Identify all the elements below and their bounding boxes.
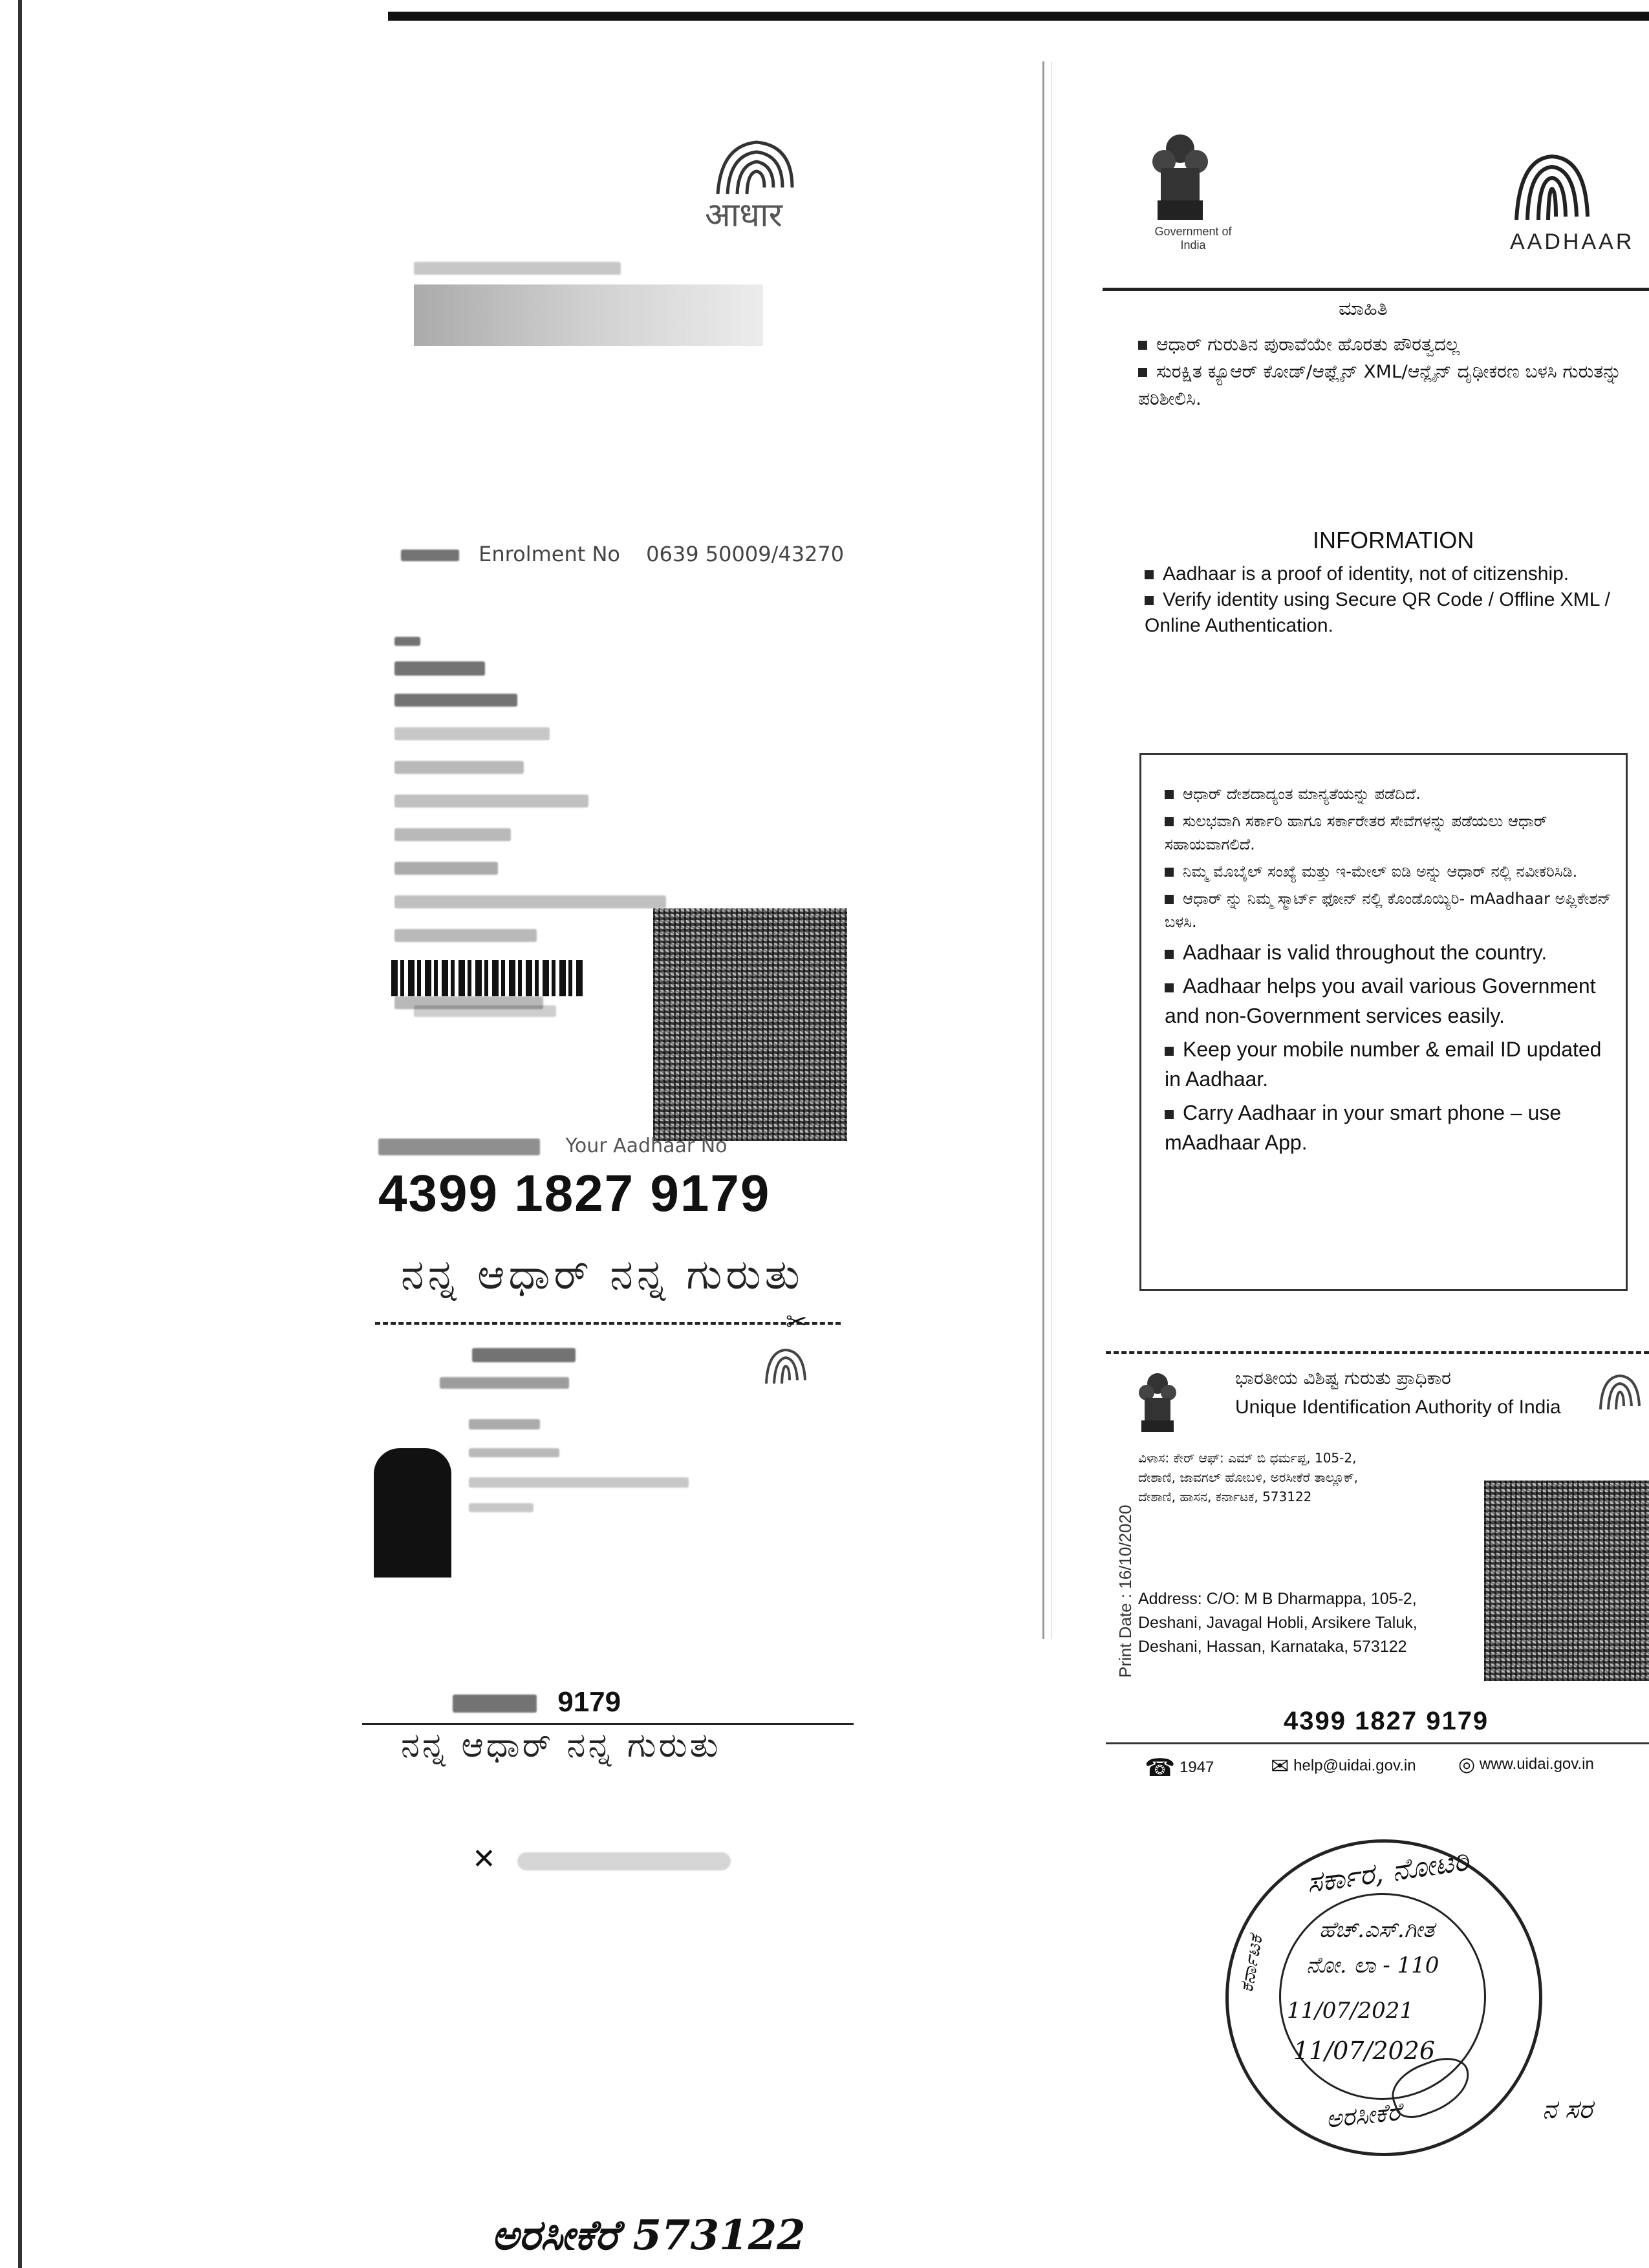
- info-list: [1145, 561, 1623, 639]
- signature-scribble: [517, 1852, 731, 1870]
- fingerprint-icon: [760, 1345, 812, 1390]
- card-aadhaar-logo: [760, 1345, 812, 1390]
- card-divider: [362, 1723, 854, 1725]
- blurred-header-line: [414, 262, 621, 275]
- front-kannada-tagline: ನನ್ನ ಆಧಾರ್ ನನ್ನ ಗುರುತು: [401, 1251, 804, 1299]
- back-cut-line: [1106, 1351, 1649, 1354]
- second-stamp-fragment: ನ ಸರ: [1542, 2095, 1593, 2124]
- kannada-info-list: [1138, 331, 1630, 412]
- fold-line: [1042, 61, 1044, 1639]
- your-aadhaar-row: [378, 1135, 727, 1157]
- card-kannada-tagline: ನನ್ನ ಆಧಾರ್ ನನ್ನ ಗುರುತು: [401, 1726, 721, 1765]
- globe-icon: ◎: [1458, 1754, 1476, 1775]
- enrolment-kannada-label: [401, 550, 459, 561]
- phone-icon: ☎: [1145, 1755, 1176, 1782]
- stamp-name: ಹೆಚ್.ಎಸ್.ಗೀತ: [1319, 1917, 1435, 1943]
- top-border-rule: [388, 12, 1649, 21]
- benefit-item-en: Keep your mobile number & email ID updated in Aadhaar.: [1165, 1038, 1602, 1091]
- signature-mark-icon: ✕: [472, 1843, 496, 1876]
- email: help@uidai.gov.in: [1293, 1757, 1416, 1775]
- enrolment-label: Enrolment No: [479, 542, 620, 566]
- govt-emblem-block: [1145, 123, 1242, 252]
- card-photo: [374, 1448, 451, 1578]
- benefit-item-kn: ಆಧಾರ್ ನ್ನು ನಿಮ್ಮ ಸ್ಮಾರ್ಟ್ ಫೋನ್ ನಲ್ಲಿ ಕೊಂಡೊಯ್ಯಿರಿ- mAadhaar ಅಪ್ಲಿಕೇಶನ್ ಬಳಸಿ.: [1165, 890, 1611, 931]
- stamp-reg: ನೋ. ಲಾ - 110: [1306, 1952, 1439, 1978]
- stamp-bottom-arc: ಅರಸೀಕೆರೆ: [1324, 2097, 1403, 2134]
- front-aadhaar-logo: [705, 133, 802, 237]
- benefit-item-kn: ನಿಮ್ಮ ಮೊಬೈಲ್ ಸಂಖ್ಯೆ ಮತ್ತು ಇ-ಮೇಲ್ ಐಡಿ ಅನ್ನು ಆಧಾರ್ ನಲ್ಲಿ ನವೀಕರಿಸಿಡಿ.: [1165, 860, 1613, 883]
- card-aadhaar-number-partial: 9179: [557, 1686, 621, 1718]
- phone-row: [1145, 1753, 1214, 1782]
- back-aadhaar-number: 4399 1827 9179: [1284, 1707, 1489, 1735]
- phone-number: 1947: [1180, 1758, 1214, 1776]
- email-row: [1271, 1753, 1416, 1779]
- front-aadhaar-number: 4399 1827 9179: [378, 1164, 771, 1222]
- scissors-icon: ✂: [786, 1307, 808, 1337]
- authority-emblem: [1135, 1365, 1180, 1437]
- stamp-from-date: 11/07/2021: [1287, 1998, 1414, 2024]
- your-aadhaar-label: Your Aadhaar No: [565, 1135, 727, 1157]
- benefit-item-en: Aadhaar helps you avail various Government and non-Government services easily.: [1165, 974, 1596, 1027]
- footer-rule: [1106, 1742, 1649, 1744]
- ashoka-emblem-icon: [1135, 1365, 1180, 1437]
- print-date: Print Date : 16/10/2020: [1116, 1504, 1135, 1678]
- address-kannada: ವಿಳಾಸ: ಕೇರ್ ಆಫ್: ಎಮ್ ಬಿ ಧರ್ಮಪ್ಪ, 105-2, ದೇಶಾಣಿ, ಜಾವಗಲ್ ಹೋಬಳಿ, ಅರಸೀಕೆರೆ ತಾಲ್ಲೂಕ್, ದೇಶಾಣಿ, ಹಾಸನ, ಕರ್ನಾಟಕ, 573122: [1138, 1450, 1358, 1504]
- enrolment-number: 0639 50009/43270: [646, 542, 845, 566]
- benefit-item-en: Aadhaar is valid throughout the country.: [1165, 937, 1613, 967]
- kannada-info-item: ಆಧಾರ್ ಗುರುತಿನ ಪುರಾವೆಯೇ ಹೊರತು ಪೌರತ್ವದಲ್ಲ: [1138, 331, 1630, 358]
- blurred-govt-header: [414, 284, 763, 346]
- back-aadhaar-logo: [1507, 149, 1597, 226]
- kannada-info-heading: ಮಾಹಿತಿ: [1339, 297, 1388, 320]
- authority-aadhaar-logo: [1594, 1371, 1646, 1416]
- left-scan-edge: [18, 0, 22, 2268]
- stamp-left-arc: ಕರ್ನಾಟಕ: [1234, 1933, 1267, 1995]
- ashoka-emblem-icon: [1145, 123, 1216, 233]
- enrolment-row: [401, 542, 844, 566]
- authority-kannada: ಭಾರತೀಯ ವಿಶಿಷ್ಟ ಗುರುತು ಪ್ರಾಧಿಕಾರ: [1235, 1367, 1451, 1389]
- kannada-info-item: ಸುರಕ್ಷಿತ ಕ್ಯೂಆರ್ ಕೋಡ್/ಆಫ್ಲೈನ್ XML/ಆನ್ಲೈನ್ ದೃಢೀಕರಣ ಬಳಸಿ ಗುರುತನ್ನು ಪರಿಶೀಲಿಸಿ.: [1138, 361, 1622, 409]
- handwritten-location: ಅರಸೀಕೆರೆ 573122: [491, 2211, 806, 2260]
- info-item: Verify identity using Secure QR Code / Offline XML / Online Authentication.: [1145, 589, 1610, 636]
- aadhaar-logo-text: AADHAAR: [1510, 230, 1635, 254]
- mail-icon: ✉: [1271, 1754, 1289, 1779]
- stamp-to-date: 11/07/2026: [1293, 2037, 1436, 2065]
- kannada-your-aadhaar-label: [378, 1139, 540, 1155]
- card-number-row: [453, 1686, 621, 1718]
- stamp-top-arc: ಸರ್ಕಾರ, ನೋಟರಿ: [1304, 1844, 1471, 1900]
- govt-of-india-caption: Government of India: [1154, 225, 1232, 251]
- benefit-item-kn: ಆಧಾರ್ ದೇಶದಾದ್ಯಂತ ಮಾನ್ಯತೆಯನ್ನು ಪಡೆದಿದೆ.: [1165, 782, 1613, 806]
- barcode: [391, 960, 585, 996]
- notary-stamp: [1225, 1839, 1542, 2156]
- info-heading: INFORMATION: [1313, 527, 1474, 553]
- aadhaar-hindi-logo-text: आधार: [705, 196, 782, 235]
- benefits-box: [1139, 753, 1628, 1291]
- benefit-item-kn: ಸುಲಭವಾಗಿ ಸರ್ಕಾರಿ ಹಾಗೂ ಸರ್ಕಾರೇತರ ಸೇವೆಗಳನ್ನು ಪಡೆಯಲು ಆಧಾರ್ ಸಹಾಯವಾಗಲಿದೆ.: [1165, 812, 1547, 853]
- front-qr-code: [653, 908, 847, 1141]
- cut-line: [375, 1322, 841, 1325]
- website-row: [1458, 1753, 1594, 1776]
- fingerprint-icon: [1594, 1371, 1646, 1416]
- info-item: Aadhaar is a proof of identity, not of citizenship.: [1145, 561, 1623, 587]
- back-qr-code: [1484, 1481, 1649, 1681]
- authority-english: Unique Identification Authority of India: [1235, 1396, 1561, 1418]
- address-english: Address: C/O: M B Dharmappa, 105-2, Deshani, Javagal Hobli, Arsikere Taluk, Deshani, Hassan, Karnataka, 573122: [1138, 1590, 1417, 1656]
- website: www.uidai.gov.in: [1479, 1755, 1594, 1773]
- benefit-item-en: Carry Aadhaar in your smart phone – use mAadhaar App.: [1165, 1101, 1562, 1154]
- fingerprint-icon: [1507, 149, 1597, 226]
- back-header-rule: [1103, 288, 1649, 291]
